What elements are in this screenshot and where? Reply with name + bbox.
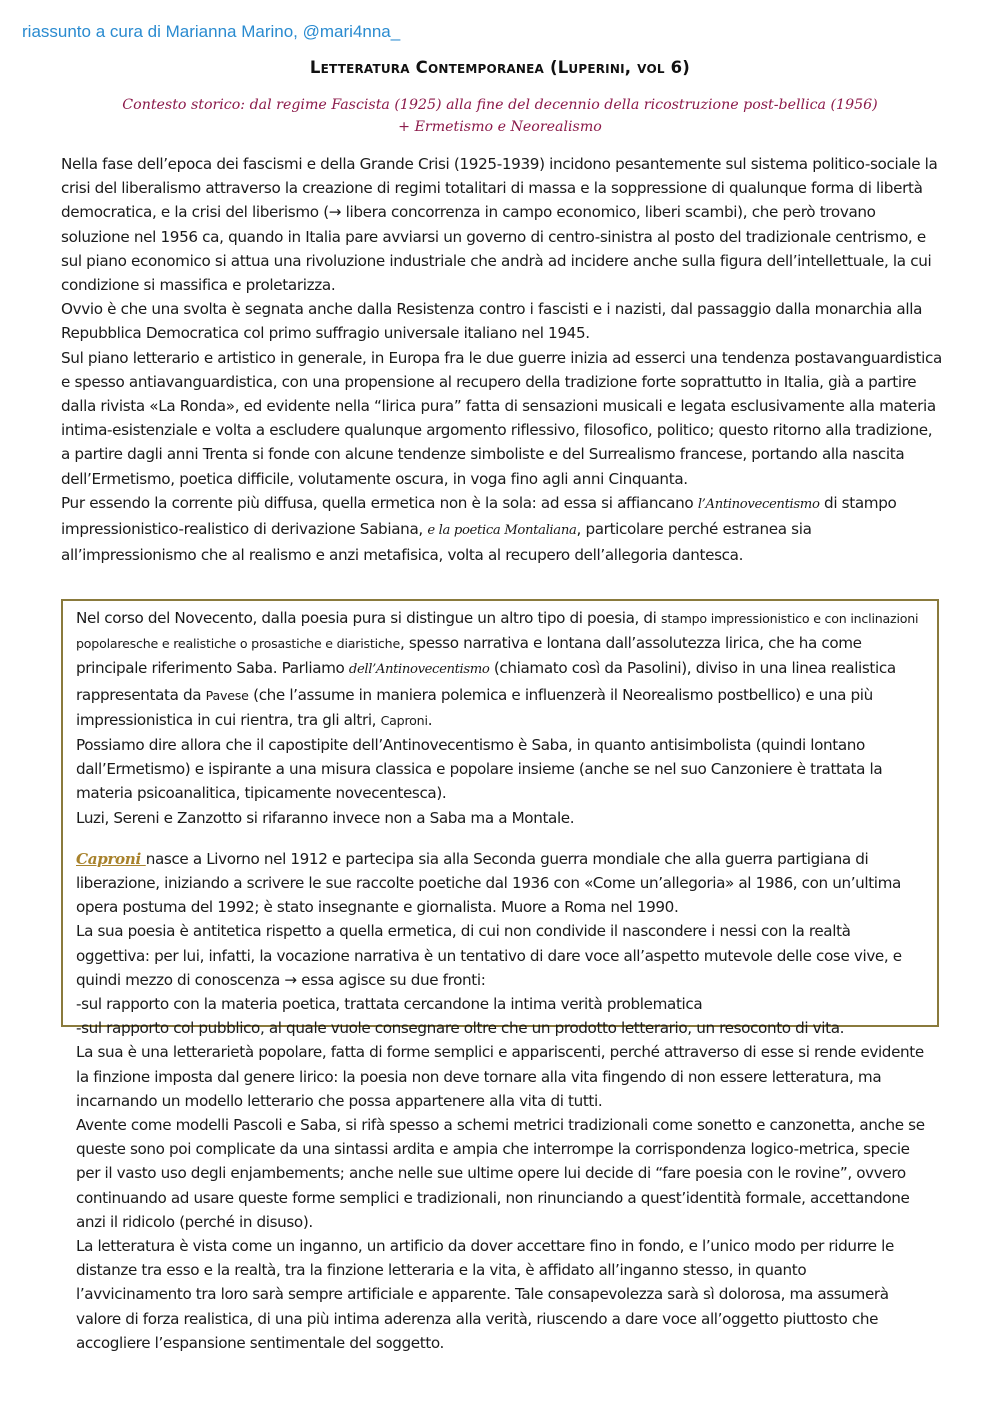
handwritten-term: e la poetica Montaliana — [427, 523, 577, 539]
box-paragraph: La sua è una letterarietà popolare, fatta di forme semplici e appariscenti, perché attraverso di esse si rende evidente la finzione imposta dal genere lirico: la poesia non deve tornare alla vita fingendo di non essere letteratura, ma incarnando un modello letterario che possa appartenere alla vita di tutti. — [76, 1043, 924, 1110]
text-run: Nella fase dell’epoca dei fascismi e della Grande Crisi (1925-1939) incidono pesantemente sul sistema politico-sociale la crisi del liberalismo attraverso la creazione di regimi totalitari di massa e la soppressione di qualunque forma di libertà democratica, e la crisi del liberismo ( — [61, 155, 938, 222]
text-run: essa agisce su due fronti: — [296, 970, 486, 989]
text-run: La sua poesia è antitetica rispetto a quella ermetica, di cui non condivide il nascondere i nessi con la realtà oggettiva: per lui, infatti, la vocazione narrativa è un tentativo di dare voce all’aspetto mutevole delle cose vive, e quindi mezzo di conoscenza — [76, 922, 902, 989]
author-credit: riassunto a cura di Marianna Marino, @mari4nna_ — [22, 22, 401, 41]
text-run: , particolare perché estranea sia all’impressionismo che al realismo e anzi metafisica, volta al recupero dell’allegoria dantesca. — [61, 520, 812, 565]
text-run: (chiamato così da Pasolini), diviso in una linea realistica rappresentata da — [76, 659, 896, 704]
box-paragraph: La letteratura è vista come un inganno, un artificio da dover accettare fino in fondo, e l’unico modo per ridurre le distanze tra esso e la realtà, tra la finzione letteraria e la vita, è affidato all’inganno stesso, in quanto l’avvicinamento tra loro sarà sempre artificiale e apparente. Tale consapevolezza sarà sì dolorosa, ma assumerà valore di forza realistica, di una più intima aderenza alla verità, riuscendo a dare voce all’oggetto piuttosto che accogliere l’espansione sentimentale del soggetto. — [76, 1237, 894, 1352]
document-subtitle — [60, 94, 940, 138]
text-run: . — [427, 710, 433, 729]
antinovecentismo-box — [61, 599, 939, 1352]
box-paragraph: Avente come modelli Pascoli e Saba, si rifà spesso a schemi metrici tradizionali come sonetto e canzonetta, anche se queste sono poi complicate da una sintassi ardita e ampia che interrompe la corrispondenza logico-metrica, specie per il vasto uso degli enjambements; anche nelle sue ultime opere lui decide di “fare poesia con le rovine”, ovvero continuando ad usare queste forme semplici e tradizionali, non rinunciando a quest’identità formale, accettandone anzi il ridicolo (perché in disuso). — [76, 1116, 925, 1231]
text-run: (che l’assume in maniera polemica e influenzerà il Neorealismo postbellico) e una più impressionistica in cui rientra, tra gli altri, — [76, 685, 873, 729]
arrow-right-icon: → — [284, 970, 297, 989]
intro-paragraph — [61, 491, 945, 568]
intro-paragraph — [61, 152, 945, 297]
text-run: libera concorrenza in campo economico, liberi scambi), che però trovano soluzione nel 1956 ca, quando in Italia pare avviarsi un governo di centro-sinistra al posto del tradizionale centrismo, e sul piano economico si attua una rivoluzione industriale che andrà ad incidere anche sulla figura dell’intellettuale, la cui condizione si massifica e proletarizza. — [61, 203, 932, 295]
box-paragraph — [76, 847, 925, 920]
handwritten-term: l’Antinovecentismo — [697, 496, 820, 512]
box-list-item: -sul rapporto col pubblico, al quale vuole consegnare oltre che un prodotto letterario, un resoconto di vita. — [76, 1019, 845, 1038]
document-title: Letteratura Contemporanea (Luperini, vol 6) — [309, 58, 691, 77]
arrow-right-icon: → — [328, 203, 342, 222]
paragraph-gap — [76, 830, 925, 847]
text-run: Nel corso del Novecento, dalla poesia pura si distingue un altro tipo di poesia, di — [76, 609, 661, 627]
intro-paragraph: Ovvio è che una svolta è segnata anche dalla Resistenza contro i fascisti e i nazisti, dal passaggio dalla monarchia alla Repubblica Democratica col primo suffragio universale italiano nel 1945. — [61, 300, 923, 343]
caproni-heading: Caproni — [76, 849, 146, 868]
text-run: Pur essendo la corrente più diffusa, quella ermetica non è la sola: ad essa si affiancano — [61, 493, 698, 512]
box-paragraph — [76, 919, 925, 992]
intro-paragraph: Sul piano letterario e artistico in generale, in Europa fra le due guerre inizia ad esserci una tendenza postavanguardistica e spesso antiavanguardistica, con una propensione al recupero della tradizione forte soprattutto in Italia, già a partire dalla rivista «La Ronda», ed evidente nella “lirica pura” fatta di sensazioni musicali e legata esclusivamente alla materia intima-esistenziale e volta a escludere qualunque argomento riflessivo, filosofico, politico; questo ritorno alla tradizione, a partire dagli anni Trenta si fonde con alcune tendenze simboliste e del Surrealismo francese, portando alla nascita dell’Ermetismo, poetica difficile, volutamente oscura, in voga fino agli anni Cinquanta. — [61, 348, 942, 488]
subtitle-line-2: + Ermetismo e Neorealismo — [398, 119, 602, 135]
handwritten-term: Pavese — [205, 687, 249, 703]
handwritten-term: stampo impressionistico e con inclinazioni popolaresche e realistiche o prosastiche e diaristiche — [76, 611, 919, 652]
handwritten-term: Caproni — [380, 712, 428, 728]
box-list-item: -sul rapporto con la materia poetica, trattata cercandone la intima verità problematica — [76, 995, 703, 1014]
box-paragraph: Possiamo dire allora che il capostipite dell’Antinovecentismo è Saba, in quanto antisimbolista (quindi lontano dall’Ermetismo) e ispirante a una misura classica e popolare insieme (anche se nel suo Canzoniere è trattata la materia psicoanalitica, tipicamente novecentesca). — [76, 736, 883, 803]
box-paragraph: Luzi, Sereni e Zanzotto si rifaranno invece non a Saba ma a Montale. — [76, 808, 575, 827]
intro-section — [61, 152, 945, 567]
text-run: di stampo impressionistico-realistico di derivazione Sabiana, — [61, 493, 897, 539]
handwritten-term: dell’Antinovecentismo — [348, 662, 490, 678]
box-paragraph — [76, 606, 925, 733]
text-run: , spesso narrativa e lontana dall’assolutezza lirica, che ha come principale riferimento Saba. Parliamo — [76, 634, 862, 678]
text-run: nasce a Livorno nel 1912 e partecipa sia alla Seconda guerra mondiale che alla guerra partigiana di liberazione, iniziando a scrivere le sue raccolte poetiche dal 1936 con «Come un’allegoria» al 1986, con un’ultima opera postuma del 1992; è stato insegnante e giornalista. Muore a Roma nel 1990. — [76, 849, 901, 917]
subtitle-line-1: Contesto storico: dal regime Fascista (1925) alla fine del decennio della ricostruzione post-bellica (1956) — [122, 97, 878, 113]
